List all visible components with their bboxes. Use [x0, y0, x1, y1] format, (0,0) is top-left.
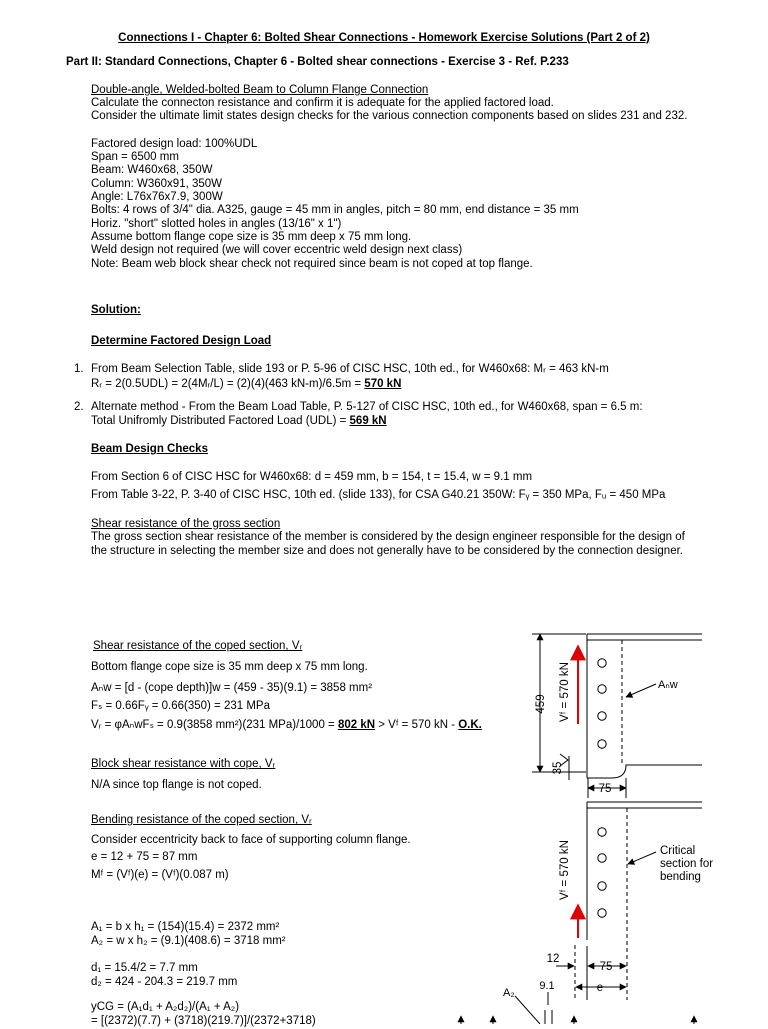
data-line: Weld design not required (we will cover eccentric weld design next class): [91, 244, 463, 256]
calc-line: yCG = (A₁d₁ + A₂d₂)/(A₁ + A₂): [91, 1001, 240, 1013]
critical-label-line: bending: [660, 871, 701, 883]
coped-line: Vᵣ = φAₙwFₛ = 0.9(3858 mm²)(231 MPa)/1000 = 802 kN > Vᶠ = 570 kN - O.K.: [91, 719, 482, 731]
gross-line: the structure in selecting the member size and does not generally have to be considered by the connection designer.: [91, 545, 683, 557]
bolt-hole: [598, 882, 606, 890]
problem-heading: Double-angle, Welded-bolted Beam to Column Flange Connection: [91, 84, 429, 96]
item1-line2: Rᵣ = 2(0.5UDL) = 2(4Mᵣ/L) = (2)(4)(463 kN-m)/6.5m = 570 kN: [91, 378, 402, 390]
anw-leader-arrow: [626, 684, 656, 697]
data-line: Factored design load: 100%UDL: [91, 138, 258, 150]
data-line: Column: W360x91, 350W: [91, 178, 223, 190]
beam-heading: Beam Design Checks: [91, 443, 208, 455]
beam-line: From Table 3-22, P. 3-40 of CISC HSC, 10th ed. (slide 133), for CSA G40.21 350W: Fᵧ = 350 MPa, Fᵤ = 450 MPa: [91, 489, 666, 501]
data-line: Angle: L76x76x7.9, 300W: [91, 191, 223, 203]
bolt-hole: [598, 740, 606, 748]
critical-leader-arrow: [628, 852, 656, 864]
anw-label: Aₙw: [658, 679, 678, 691]
critical-label-line: section for: [660, 858, 714, 870]
problem-line: Consider the ultimate limit states design checks for the various connection components based on slides 231 and 232.: [91, 110, 688, 122]
beam-line: From Section 6 of CISC HSC for W460x68: d = 459 mm, b = 154, t = 15.4, w = 9.1 mm: [91, 471, 533, 483]
bolt-hole: [598, 659, 606, 667]
calc-line: d₂ = 424 - 204.3 = 219.7 mm: [91, 976, 238, 988]
item2-line2: Total Unifromly Distributed Factored Load (UDL) = 569 kN: [91, 415, 387, 427]
coped-heading: Shear resistance of the coped section, Vᵣ: [93, 640, 303, 652]
udl-value: 569 kN: [349, 415, 387, 427]
page-title: Connections I - Chapter 6: Bolted Shear Connections - Homework Exercise Solutions (Part 2 of 2): [118, 32, 650, 44]
coped-line: Fₛ = 0.66Fᵧ = 0.66(350) = 231 MPa: [91, 700, 270, 712]
data-line: Assume bottom flange cope size is 35 mm deep x 75 mm long.: [91, 231, 412, 243]
dim-label-12: 12: [546, 953, 560, 965]
dim-label-9-1: 9.1: [539, 980, 555, 992]
data-line: Horiz. "short" slotted holes in angles (13/16" x 1"): [91, 218, 342, 230]
load-heading: Determine Factored Design Load: [91, 335, 272, 347]
calc-line: d₁ = 15.4/2 = 7.7 mm: [91, 962, 198, 974]
factored-load-value: 570 kN: [364, 378, 402, 390]
bolt-hole: [598, 685, 606, 693]
dim-label-e: e: [596, 982, 604, 994]
item1-line1: From Beam Selection Table, slide 193 or P. 5-96 of CISC HSC, 10th ed., for W460x68: Mᵣ = 463 kN-m: [91, 363, 609, 375]
dim-label-459: 459: [535, 694, 547, 714]
ok-badge: O.K.: [458, 719, 482, 731]
lower-beam-sketch: [461, 802, 702, 1024]
gross-line: The gross section shear resistance of the member is considered by the design engineer responsible for the design of: [91, 531, 685, 543]
dim-label-75: 75: [598, 783, 612, 795]
upper-bolt-holes: [598, 659, 606, 748]
coped-line: Aₙw = [d - (cope depth)]w = (459 - 35)(9.1) = 3858 mm²: [91, 682, 373, 694]
item2-line1: Alternate method - From the Beam Load Table, P. 5-127 of CISC HSC, 10th ed., for W460x68, span = 6.5 m:: [91, 401, 643, 413]
bolt-hole: [598, 712, 606, 720]
bolt-hole: [598, 828, 606, 836]
dim-label-35: 35: [552, 761, 564, 775]
data-line: Note: Beam web block shear check not required since beam is not coped at top flange.: [91, 258, 533, 270]
item-number: 1.: [74, 363, 84, 375]
gross-heading: Shear resistance of the gross section: [91, 518, 281, 530]
vf-label: Vᶠ = 570 kN: [559, 662, 571, 722]
calc-line: = [(2372)(7.7) + (3718)(219.7)]/(2372+3718): [91, 1015, 316, 1027]
data-line: Bolts: 4 rows of 3/4" dia. A325, gauge = 45 mm in angles, pitch = 80 mm, end distance = 35 mm: [91, 204, 579, 216]
solution-heading: Solution:: [91, 304, 141, 316]
bolt-hole: [598, 909, 606, 917]
bending-line: Consider eccentricity back to face of supporting column flange.: [91, 834, 411, 846]
bolt-hole: [598, 854, 606, 862]
a2-label: A₂: [503, 987, 515, 999]
block-heading: Block shear resistance with cope, Vᵣ: [91, 758, 276, 770]
lower-bolt-holes: [598, 828, 606, 917]
block-line: N/A since top flange is not coped.: [91, 779, 262, 791]
vr-value: 802 kN: [337, 719, 376, 731]
data-line: Span = 6500 mm: [91, 151, 179, 163]
bending-line: e = 12 + 75 = 87 mm: [91, 851, 198, 863]
calc-line: A₂ = w x h₂ = (9.1)(408.6) = 3718 mm²: [91, 935, 286, 947]
data-line: Beam: W460x68, 350W: [91, 164, 213, 176]
dim-label-75: 75: [599, 961, 613, 973]
calc-line: A₁ = b x h₁ = (154)(15.4) = 2372 mm²: [91, 921, 280, 933]
bending-heading: Bending resistance of the coped section, Vᵣ: [91, 814, 312, 826]
problem-line: Calculate the connecton resistance and confirm it is adequate for the applied factored load.: [91, 97, 554, 109]
vf-label: Vᶠ = 570 kN: [559, 840, 571, 900]
part-heading: Part II: Standard Connections, Chapter 6 - Bolted shear connections - Exercise 3 - Ref. P.233: [66, 56, 569, 68]
coped-line: Bottom flange cope size is 35 mm deep x 75 mm long.: [91, 661, 368, 673]
critical-label-line: Critical: [660, 845, 696, 857]
item-number: 2.: [74, 401, 84, 413]
bending-line: Mᶠ = (Vᶠ)(e) = (Vᶠ)(0.087 m): [91, 869, 229, 881]
